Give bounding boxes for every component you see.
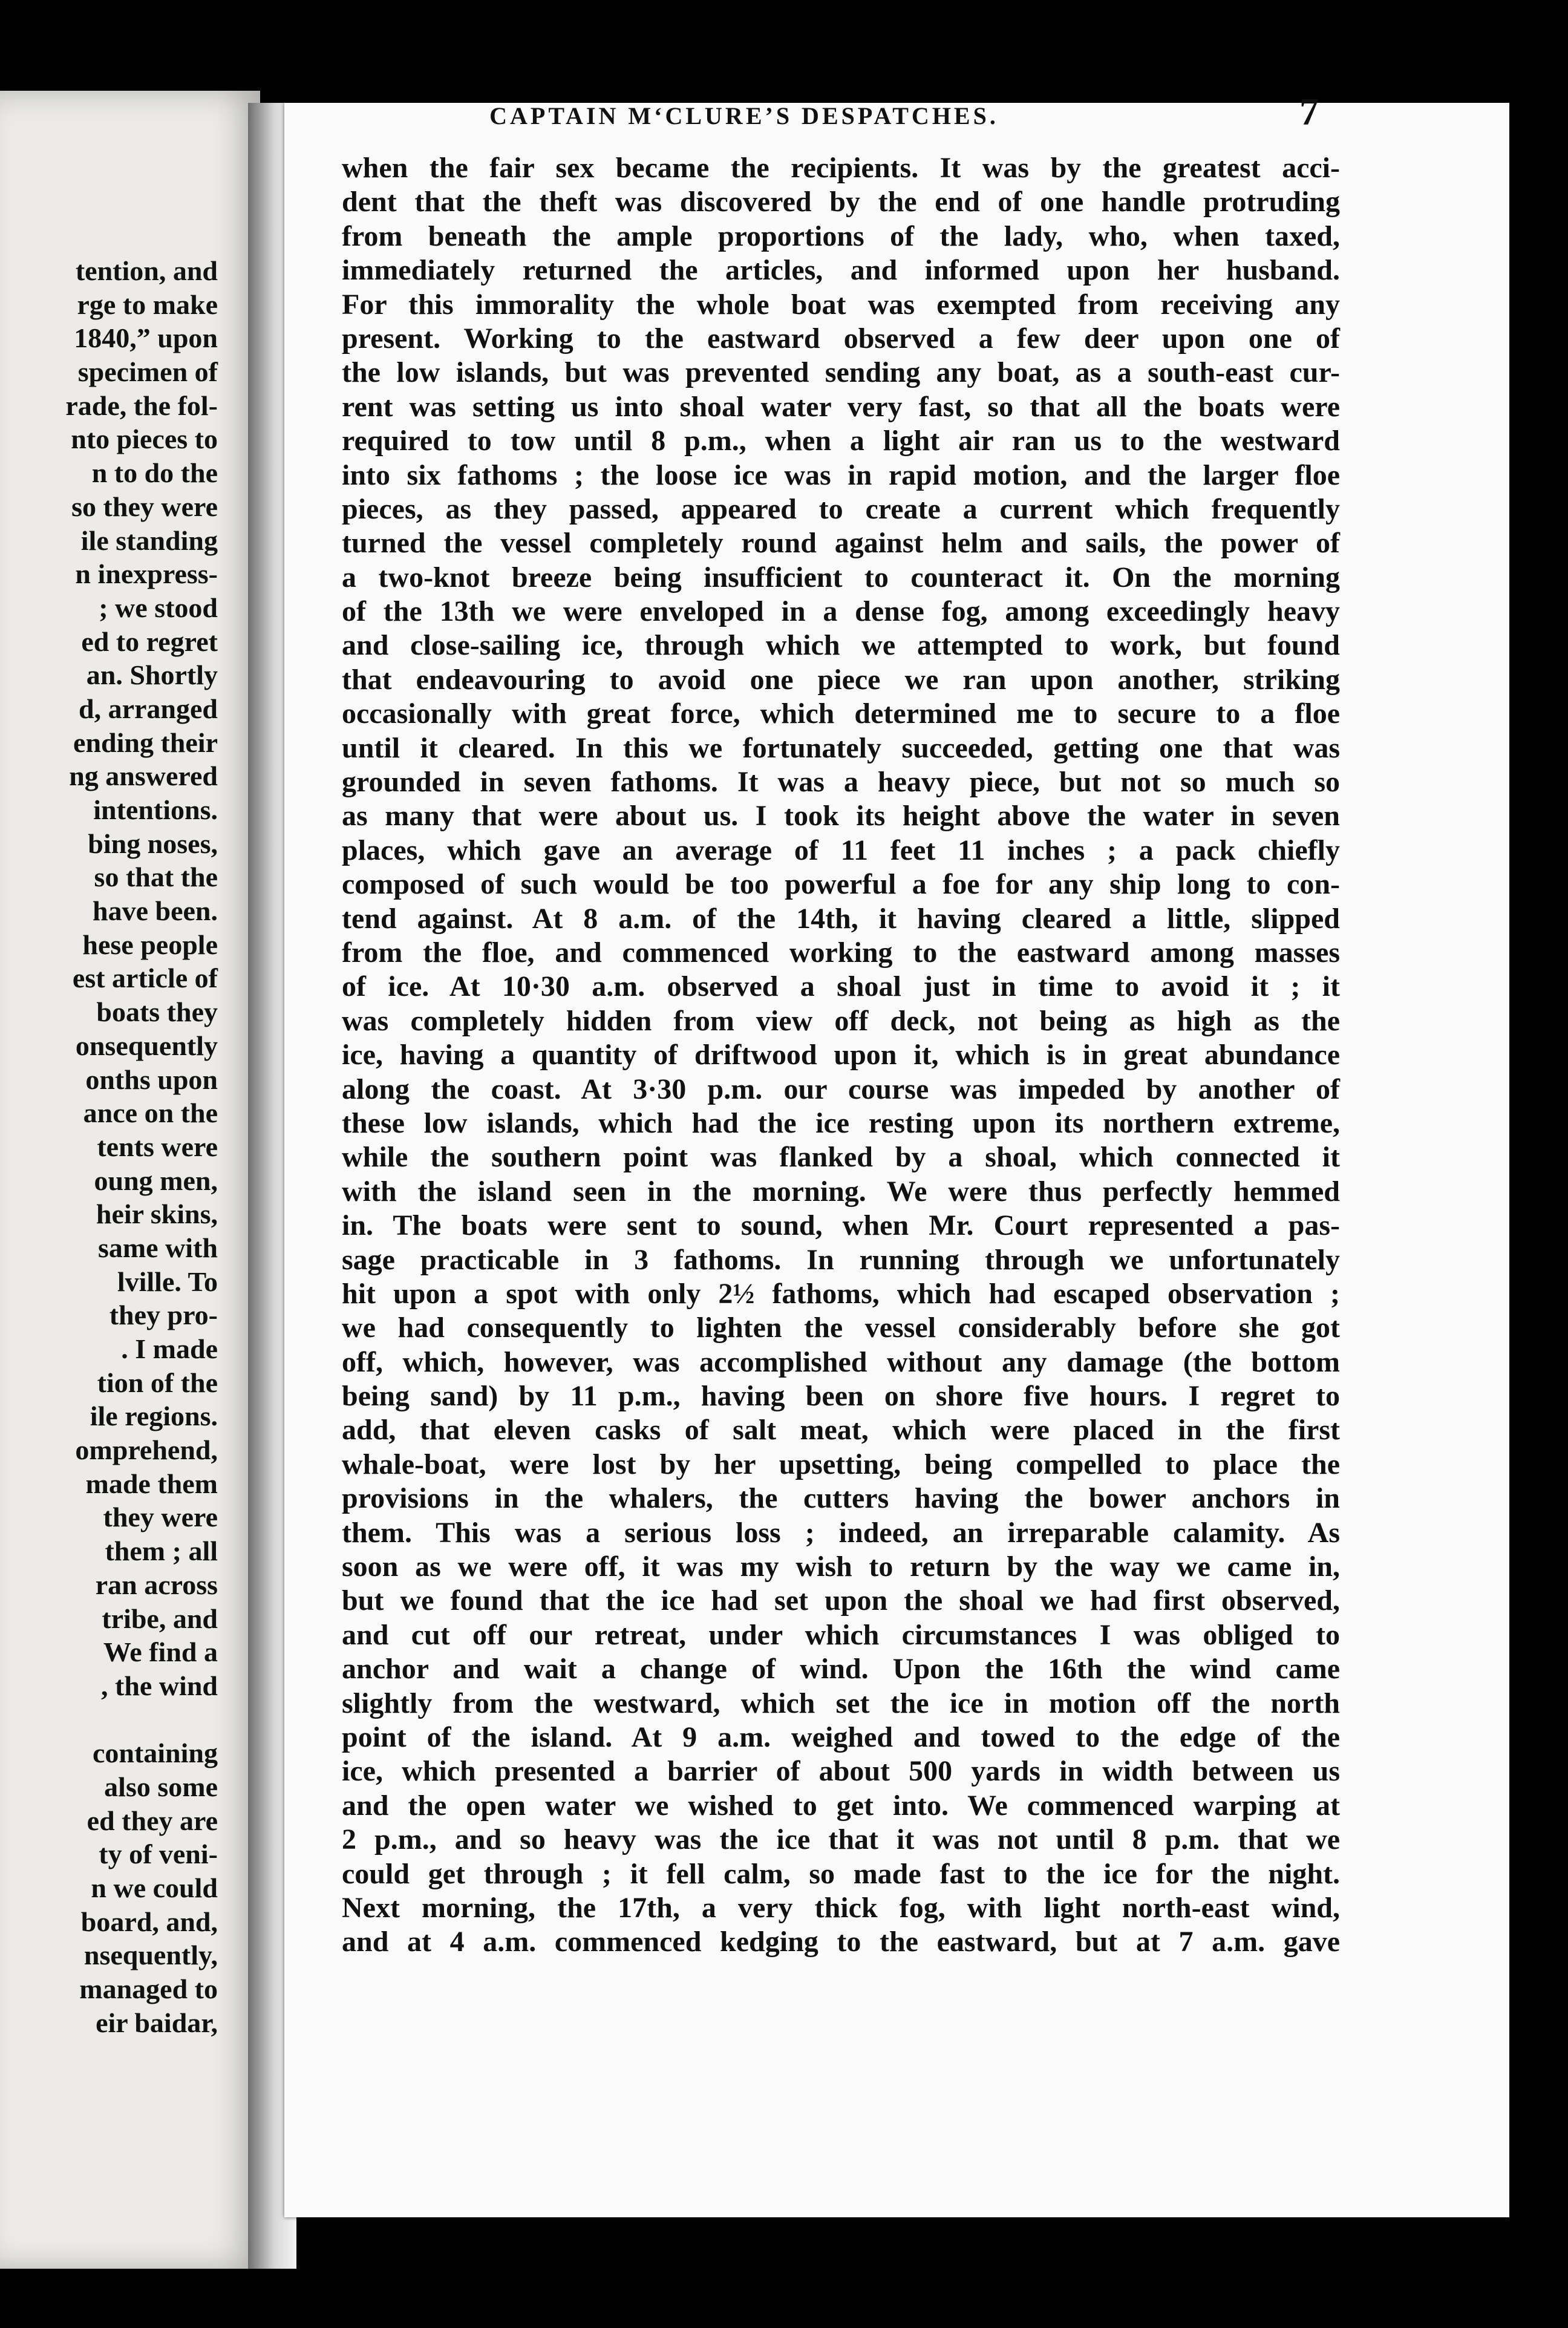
text-line: from beneath the ample proportions of the lady, who, when taxed, [342,220,1340,252]
left-text-line: bing noses, [88,828,218,859]
left-page-text [0,254,218,2039]
text-line: point of the island. At 9 a.m. weighed and towed to the edge of the [342,1721,1340,1753]
left-text-line: lville. To [117,1266,218,1297]
text-line: grounded in seven fathoms. It was a heavy piece, but not so much so [342,766,1340,799]
left-text-line: ty of veni- [99,1839,218,1870]
left-text-line: board, and, [80,1906,218,1937]
left-text-line: n we could [91,1872,218,1903]
text-line: composed of such would be too powerful a foe for any ship long to con- [342,868,1340,901]
text-line: them. This was a serious loss ; indeed, an irreparable calamity. As [342,1516,1340,1549]
text-line: into six fathoms ; the loose ice was in rapid motion, and the larger floe [342,459,1340,491]
text-line: rent was setting us into shoal water very fast, so that all the boats were [342,390,1340,423]
left-text-line: ed they are [87,1805,218,1836]
text-line: dent that the theft was discovered by the end of one handle protruding [342,186,1340,218]
text-line: Next morning, the 17th, a very thick fog, with light north-east wind, [342,1891,1340,1924]
left-text-line: boats they [96,996,218,1028]
text-line: tend against. At 8 a.m. of the 14th, it having cleared a little, slipped [342,902,1340,935]
text-line: a two-knot breeze being insufficient to counteract it. On the morning [342,561,1340,593]
left-text-line: rade, the fol- [65,390,218,421]
left-text-line: they were [103,1502,218,1533]
left-text-line: made them [85,1468,218,1499]
left-text-line: est article of [72,963,218,994]
left-page [0,91,260,2269]
left-text-line: nto pieces to [71,423,218,455]
left-text-line: ending their [73,727,218,758]
text-line: ice, having a quantity of driftwood upon it, which is in great abundance [342,1039,1340,1071]
left-text-line [0,1703,218,1737]
text-line: and cut off our retreat, under which circumstances I was obliged to [342,1618,1340,1651]
text-line: add, that eleven casks of salt meat, which were placed in the first [342,1414,1340,1447]
text-line: off, which, however, was accomplished without any damage (the bottom [342,1345,1340,1378]
left-text-line: . I made [121,1333,218,1364]
left-text-line: them ; all [105,1535,218,1567]
left-text-line: onsequently [75,1030,218,1061]
left-text-line: have been. [93,895,218,927]
text-line: but we found that the ice had set upon the shoal we had first observed, [342,1584,1340,1617]
left-text-line: tention, and [75,255,218,286]
left-text-line: d, arranged [79,693,218,724]
text-line: we had consequently to lighten the vessel considerably before she got [342,1312,1340,1344]
text-line: ice, which presented a barrier of about 500 yards in width between us [342,1755,1340,1788]
text-line: these low islands, which had the ice resting upon its northern extreme, [342,1107,1340,1139]
left-text-line: onths upon [85,1064,218,1095]
left-text-line: ; we stood [99,592,218,623]
text-line: with the island seen in the morning. We were thus perfectly hemmed [342,1175,1340,1208]
left-text-line: ance on the [83,1097,218,1129]
text-line: hit upon a spot with only 2½ fathoms, which had escaped observation ; [342,1277,1340,1310]
left-text-line: also some [104,1771,218,1802]
left-text-line: , the wind [101,1670,218,1701]
left-text-line: intentions. [93,794,218,825]
text-line: whale-boat, were lost by her upsetting, being compelled to place the [342,1448,1340,1480]
body-text [342,151,1340,1960]
text-line: and close-sailing ice, through which we attempted to work, but found [342,629,1340,662]
text-line: being sand) by 11 p.m., having been on shore five hours. I regret to [342,1380,1340,1413]
text-line: could get through ; it fell calm, so made fast to the ice for the night. [342,1857,1340,1890]
left-text-line: oung men, [94,1165,218,1196]
left-text-line: same with [97,1232,218,1263]
text-line: as many that were about us. I took its height above the water in seven [342,800,1340,832]
left-text-line: hese people [82,929,218,960]
left-text-line: ed to regret [81,626,218,657]
left-text-line: eir baidar, [96,2007,218,2038]
text-line: the low islands, but was prevented sending any boat, as a south-east cur- [342,356,1340,389]
left-text-line: so that the [94,862,218,893]
left-text-line: ran across [95,1569,218,1600]
left-text-line: ile standing [80,525,218,556]
left-text-line: tribe, and [102,1603,218,1634]
text-line: required to tow until 8 p.m., when a light air ran us to the westward [342,425,1340,457]
text-line: present. Working to the eastward observed a few deer upon one of [342,322,1340,355]
left-text-line: managed to [79,1973,218,2005]
text-line: and the open water we wished to get into. We commenced warping at [342,1789,1340,1822]
text-line: places, which gave an average of 11 feet 11 inches ; a pack chiefly [342,834,1340,866]
text-line: anchor and wait a change of wind. Upon the 16th the wind came [342,1653,1340,1686]
text-line: along the coast. At 3·30 p.m. our course was impeded by another of [342,1073,1340,1105]
text-line: For this immorality the whole boat was exempted from receiving any [342,288,1340,321]
text-line: until it cleared. In this we fortunately succeeded, getting one that was [342,731,1340,764]
text-line: when the fair sex became the recipients. It was by the greatest acci- [342,152,1340,184]
left-text-line: nsequently, [83,1940,218,1971]
left-text-line: n to do the [91,457,218,489]
left-text-line: specimen of [77,356,218,388]
text-line: while the southern point was flanked by a shoal, which connected it [342,1141,1340,1174]
left-text-line: they pro- [109,1300,218,1331]
text-line: provisions in the whalers, the cutters having the bower anchors in [342,1482,1340,1515]
left-text-line: rge to make [77,289,218,320]
text-line: in. The boats were sent to sound, when Mr. Court represented a pas- [342,1209,1340,1242]
page-number: 7 [1299,90,1319,133]
left-text-line: heir skins, [96,1198,218,1230]
text-line: was completely hidden from view off deck, not being as high as the [342,1004,1340,1037]
left-text-line: tents were [97,1131,218,1162]
text-line: slightly from the westward, which set the ice in motion off the north [342,1687,1340,1719]
text-line: from the floe, and commenced working to the eastward among masses [342,936,1340,969]
left-text-line: containing [92,1738,218,1769]
left-text-line: so they were [71,491,218,522]
left-text-line: 1840,” upon [74,322,218,354]
text-line: sage practicable in 3 fathoms. In running through we unfortunately [342,1243,1340,1276]
running-head: CAPTAIN M‘CLURE’S DESPATCHES. [489,102,999,129]
text-line: that endeavouring to avoid one piece we ran upon another, striking [342,663,1340,696]
text-line: pieces, as they passed, appeared to create a current which frequently [342,492,1340,525]
text-line: and at 4 a.m. commenced kedging to the eastward, but at 7 a.m. gave [342,1926,1340,1958]
left-text-line: n inexpress- [75,558,218,590]
left-text-line: ile regions. [90,1401,218,1432]
left-text-line: ng answered [69,760,218,792]
left-text-line: tion of the [97,1367,218,1398]
text-line: occasionally with great force, which determined me to secure to a floe [342,698,1340,730]
text-line: immediately returned the articles, and informed upon her husband. [342,254,1340,287]
left-text-line: We find a [103,1636,218,1668]
text-line: of ice. At 10·30 a.m. observed a shoal just in time to avoid it ; it [342,970,1340,1003]
text-line: of the 13th we were enveloped in a dense fog, among exceedingly heavy [342,595,1340,628]
left-text-line: omprehend, [75,1434,218,1466]
text-line: 2 p.m., and so heavy was the ice that it was not until 8 p.m. that we [342,1823,1340,1856]
text-line: turned the vessel completely round against helm and sails, the power of [342,527,1340,560]
text-line: soon as we were off, it was my wish to return by the way we came in, [342,1551,1340,1583]
left-text-line: an. Shortly [86,659,218,691]
